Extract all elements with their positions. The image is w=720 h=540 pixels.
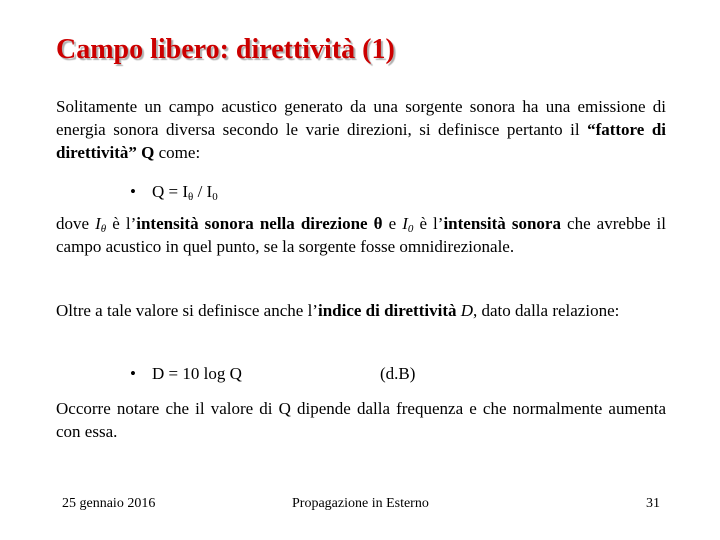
formula-d: D = 10 log Q bbox=[152, 364, 242, 383]
slide-title: Campo libero: direttività (1) bbox=[56, 34, 395, 65]
symbol-i-theta: $I_\theta$ bbox=[95, 214, 107, 235]
intro-text: Solitamente un campo acustico generato da una sorgente sonora ha una emissione di energia sonora diversa secondo le varie direzioni, si definisce pertanto il bbox=[56, 97, 666, 139]
paragraph-index bbox=[56, 299, 666, 322]
footer-title: Propagazione in Esterno bbox=[292, 496, 429, 511]
index-text-3: , dato dalla relazione: bbox=[473, 301, 620, 320]
bullet-icon: • bbox=[130, 182, 136, 201]
footer-page-number: 31 bbox=[646, 496, 660, 511]
def-text-3: e bbox=[382, 214, 403, 233]
formula-d-unit: (d.B) bbox=[380, 364, 416, 383]
formula-q-lhs: Q = I bbox=[152, 182, 189, 201]
formula-d-bullet bbox=[130, 362, 416, 385]
paragraph-note: Occorre notare che il valore di Q dipende dalla frequenza e che normalmente aumenta con essa. bbox=[56, 399, 666, 441]
directional-intensity-term: intensità sonora nella direzione θ bbox=[136, 214, 383, 233]
formula-q-sub-zero: 0 bbox=[212, 191, 218, 203]
formula-q-mid: / I bbox=[193, 182, 213, 201]
directivity-factor-term: “fattore di direttività” Q bbox=[56, 120, 667, 162]
def-text-4: è l’ bbox=[413, 214, 444, 233]
bullet-icon: • bbox=[130, 364, 136, 383]
paragraph-intro bbox=[56, 95, 666, 164]
index-text-1: Oltre a tale valore si definisce anche l’ bbox=[56, 301, 318, 320]
intro-end: come: bbox=[154, 143, 201, 162]
def-text-1: dove bbox=[56, 214, 96, 233]
def-text-5: che avrebbe il campo acustico in quel punto, se la sorgente fosse omnidirezionale. bbox=[56, 214, 666, 256]
directivity-index-term: indice di direttività bbox=[317, 301, 457, 320]
footer-date: 25 gennaio 2016 bbox=[62, 496, 156, 511]
symbol-d: D bbox=[460, 301, 474, 320]
formula-q-bullet bbox=[130, 180, 218, 203]
intensity-term: intensità sonora bbox=[443, 214, 561, 233]
paragraph-definition bbox=[56, 212, 666, 258]
symbol-i-zero: $I_0$ bbox=[402, 214, 414, 235]
formula-q-sub-theta: θ bbox=[188, 191, 194, 203]
def-text-2: è l’ bbox=[106, 214, 137, 233]
